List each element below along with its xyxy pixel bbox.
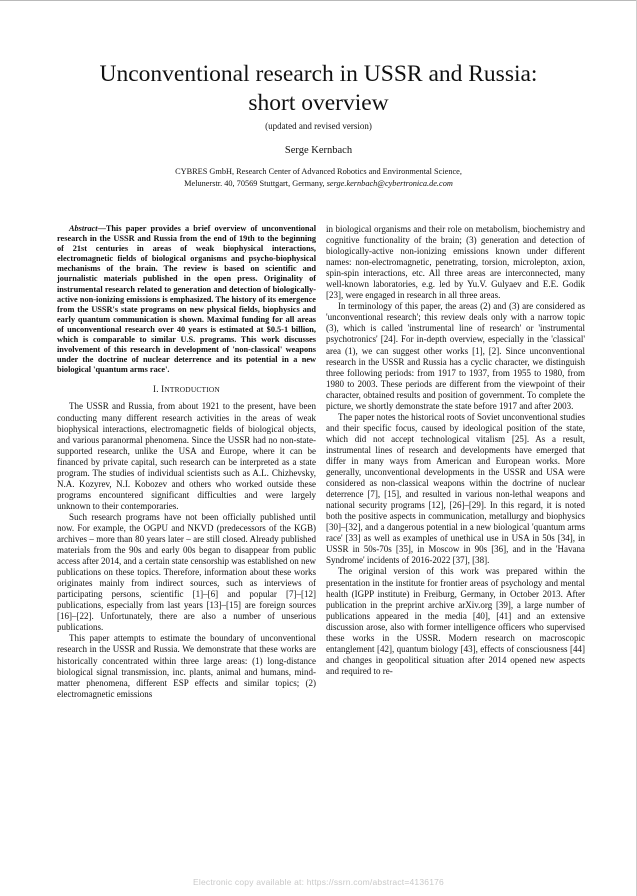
affiliation-address: Melunerstr. 40, 70569 Stuttgart, Germany, bbox=[184, 179, 327, 188]
intro-paragraph-3-continued: in biological organisms and their role on metabolism, biochemistry and cognitive functionality of the brain; (3) generation and detection of biologically-active non-ionizing emissions known under different names: non-electromagnetic, penetrating, torsion, microlepton, axion, spin-spin interactions, etc. All three areas are interconnected, many well-known laboratories, e.g. led by Yu.V. Gulyaev and E.E. Godik [23], were engaged in research in all three areas. bbox=[326, 224, 585, 301]
left-column bbox=[57, 224, 316, 700]
title-line-2: short overview bbox=[248, 90, 389, 116]
intro-paragraph-5: The paper notes the historical roots of Soviet unconventional studies and their specific focus, caused by ideological position of the state, which did not accept technological vitalism [25]. As a result, instrumental lines of research and developments have emerged that differ in many ways from American and European works. More generally, unconventional developments in the USSR and USA were considered as non-classical weapons within the doctrine of nuclear deterrence [7], [15], and resulted in various non-lethal weapons and national security programs [12], [26]–[29]. In this regard, it is noted both the positive aspects in communication, metallurgy and biophysics [30]–[32], and a dangerous potential in a new biological 'quantum arms race' [33] as well as examples of unethical use in USA in 50s [34], in USSR in 50s-70s [35], in Moscow in 90s [36], and in the 'Havana Syndrome' incidents of 2016-2022 [37], [38]. bbox=[326, 411, 585, 566]
section-heading-initial: I bbox=[161, 384, 165, 395]
intro-paragraph-2: Such research programs have not been officially published until now. For example, the OGPU and NKVD (predecessors of the KGB) archives – more than 80 years later – are still closed. Already published materials from the 90s and early 00s began to disappear from public access after 2014, and a certain state censorship was established on new publications on these topics. Therefore, information about these works originates mainly from indirect sources, such as interviews of participating persons, scientific [1]–[6] and popular [7]–[12] publications, especially from last years [13]–[15] are foreign sources [16]–[22]. Unfortunately, there are also a number of unserious publications. bbox=[57, 511, 316, 633]
author-name: Serge Kernbach bbox=[284, 145, 353, 156]
section-numeral: I. bbox=[153, 384, 162, 395]
right-column bbox=[326, 224, 585, 677]
section-heading-rest: NTRODUCTION bbox=[164, 385, 220, 395]
affiliation bbox=[0, 166, 637, 190]
affiliation-line-2 bbox=[0, 178, 637, 190]
abstract bbox=[57, 224, 316, 375]
title-line-1: Unconventional research in USSR and Russia: bbox=[99, 61, 538, 87]
abstract-text: This paper provides a brief overview of unconventional research in the USSR and Russia from the end of 19th to the beginning of 21st centuries in areas of weak biophysical interactions, electromagnetic fields of biological organisms and psycho-biophysical mechanisms of the brain. The review is based on scientific and journalistic materials published in the open press. Originality of instrumental research related to generation and detection of biologically-active non-ionizing emissions is emphasized. The history of its emergence from the USSR's state programs on new physical fields, biophysics and early quantum communication is shown. Maximal funding for all areas of unconventional research over 40 years is estimated at $0.5-1 billion, which is comparable to similar U.S. programs. This work discusses involvement of this research in development of 'non-classical' weapons under the doctrine of nuclear deterrence and its potential in a new biological 'quantum arms race'. bbox=[57, 224, 316, 375]
abstract-dash: — bbox=[97, 224, 106, 233]
intro-paragraph-6: The original version of this work was prepared within the presentation in the institute for frontier areas of psychology and mental health (IGPP institute) in Freiburg, Germany, in October 2013. After publication in the preprint archive arXiv.org [39], a large number of publications appeared in the media [40], [41] and an extensive discussion arose, also with former intelligence officers who supervised these works in the USSR. Modern research on macroscopic entanglement [42], quantum biology [43], effects of consciousness [44] and changes in geopolitical situation after 2014 opened new aspects and required to re- bbox=[326, 566, 585, 676]
paper-title bbox=[0, 60, 637, 118]
intro-paragraph-4: In terminology of this paper, the areas (2) and (3) are considered as 'unconventional research'; this review deals only with a narrow topic (3), which is called 'instrumental line of research' or 'instrumental psychotronics' [24]. For in-depth overview, especially in the 'classical' area (1), we can suggest other works [1], [2]. Since unconventional research in the USSR and Russia has a cyclic character, we distinguish three following periods: from 1917 to 1937, from 1955 to 1980, from 1980 to 2003. These periods are different from the viewpoint of their character, obtained results and position of government. To complete the picture, we shortly demonstrate the state before 1917 and after 2003. bbox=[326, 301, 585, 411]
intro-paragraph-3: This paper attempts to estimate the boundary of unconventional research in the USSR and Russia. We demonstrate that these works are historically concentrated within three large areas: (1) long-distance biological signal transmission, inc. plants, animal and humans, mind-matter phenomena, different ESP effects and similar topics; (2) electromagnetic emissions bbox=[57, 633, 316, 699]
page-top-edge bbox=[0, 0, 637, 1]
intro-paragraph-1: The USSR and Russia, from about 1921 to the present, have been conducting many different research activities in the areas of weak biophysical interactions, electromagnetic fields of biological objects, and various paranormal phenomena. Since the USSR had no non-state-supported research, unlike the USA and Europe, where it can be financed by private capital, such research can be interpreted as a state program. The studies of individual scientists such as A.L. Chizhevsky, N.A. Kozyrev, N.I. Kobozev and others who worked outside these programs encountered significant difficulties and were largely unknown to their contemporaries. bbox=[57, 401, 316, 511]
author-email[interactable]: serge.kernbach@cybertronica.de.com bbox=[326, 179, 453, 188]
affiliation-line-1: CYBRES GmbH, Research Center of Advanced Robotics and Environmental Science, bbox=[175, 167, 462, 176]
section-heading-introduction bbox=[57, 384, 316, 395]
paper-subtitle: (updated and revised version) bbox=[265, 121, 372, 131]
ssrn-footer[interactable]: Electronic copy available at: https://ssrn.com/abstract=4136176 bbox=[193, 877, 444, 887]
abstract-label: Abstract bbox=[69, 224, 98, 233]
